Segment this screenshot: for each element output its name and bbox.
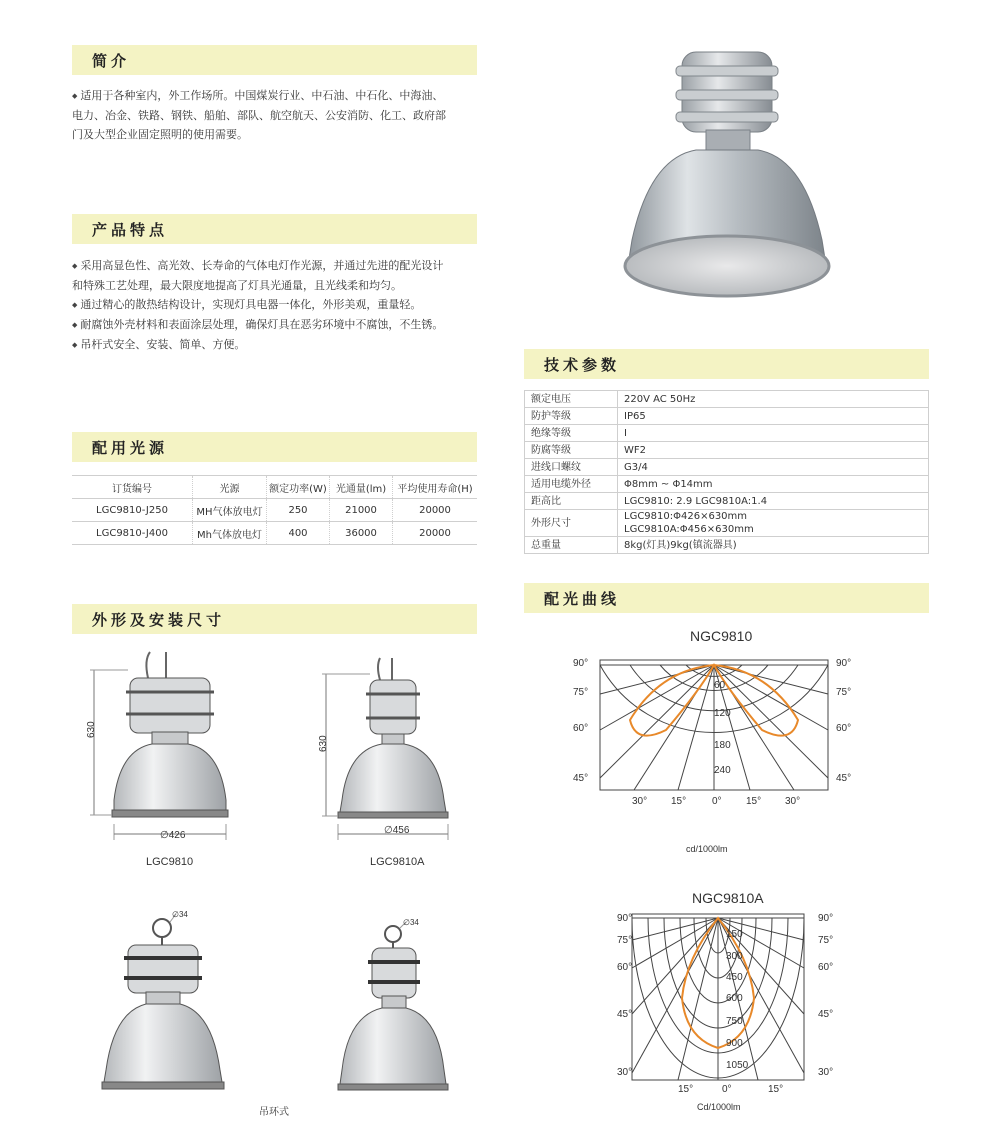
- spec-key: 绝缘等级: [525, 425, 618, 442]
- lamp-drawing-ring-2: [338, 922, 448, 1090]
- ring-label-2: ∅34: [403, 918, 419, 927]
- section-features: 产品特点: [72, 214, 477, 244]
- spec-key: 防腐等级: [525, 442, 618, 459]
- spec-row: [525, 442, 929, 459]
- spec-value: WF2: [618, 442, 929, 459]
- drawing-name-2: LGC9810A: [370, 856, 425, 868]
- curve2-title: NGC9810A: [692, 890, 764, 906]
- table-row: LGC9810-J250 MH气体放电灯 250 21000 20000: [72, 499, 477, 522]
- ring-label-1: ∅34: [172, 910, 188, 919]
- ring-caption: 吊环式: [259, 1107, 289, 1118]
- spec-row: [525, 493, 929, 510]
- spec-row: [525, 391, 929, 408]
- section-intro: 简介: [72, 45, 477, 75]
- curve2-unit: Cd/1000lm: [697, 1102, 741, 1112]
- section-light-source: 配用光源: [72, 432, 477, 462]
- spec-row: [525, 476, 929, 493]
- product-photo: [610, 40, 840, 310]
- section-curve: 配光曲线: [524, 583, 929, 613]
- light-source-table: [72, 475, 477, 545]
- spec-value: LGC9810:Φ426×630mm LGC9810A:Φ456×630mm: [618, 510, 929, 537]
- curve1-unit: cd/1000lm: [686, 844, 728, 854]
- table-row: LGC9810-J400 Mh气体放电灯 400 36000 20000: [72, 522, 477, 545]
- spec-row: [525, 537, 929, 554]
- spec-value: I: [618, 425, 929, 442]
- intro-text: ◆ 适用于各种室内，外工作场所。中国煤炭行业、中石油、中石化、中海油、 电力、冶金、铁路、钢铁、船舶、部队、航空航天、公安消防、化工、政府部 门及大型企业固定照明的使用需要。: [72, 86, 482, 144]
- curve1-chart: [560, 650, 860, 815]
- height-label-1: 630: [86, 721, 97, 738]
- drawing-name-1: LGC9810: [146, 856, 194, 868]
- spec-key: 距高比: [525, 493, 618, 510]
- spec-key: 外形尺寸: [525, 510, 618, 537]
- diameter-label-2: ∅456: [384, 825, 410, 836]
- spec-value: 8kg(灯具)9kg(镇流器具): [618, 537, 929, 554]
- spec-row: [525, 459, 929, 476]
- section-dimensions: 外形及安装尺寸: [72, 604, 477, 634]
- height-label-2: 630: [318, 735, 329, 752]
- dimension-drawings: [80, 650, 490, 1125]
- spec-row: [525, 408, 929, 425]
- curve1-title: NGC9810: [690, 628, 753, 644]
- spec-key: 额定电压: [525, 391, 618, 408]
- spec-value: 220V AC 50Hz: [618, 391, 929, 408]
- spec-value: LGC9810: 2.9 LGC9810A:1.4: [618, 493, 929, 510]
- spec-key: 进线口螺纹: [525, 459, 618, 476]
- spec-table: [524, 390, 929, 554]
- spec-value: IP65: [618, 408, 929, 425]
- lamp-drawing-lgc9810a: [322, 658, 448, 840]
- spec-row: [525, 425, 929, 442]
- lamp-drawing-lgc9810: [90, 652, 228, 840]
- lamp-drawing-ring-1: [102, 914, 224, 1089]
- spec-key: 适用电缆外径: [525, 476, 618, 493]
- spec-key: 总重量: [525, 537, 618, 554]
- features-text: ◆ 采用高显色性、高光效、长寿命的气体电灯作光源，并通过先进的配光设计 和特殊工艺处理，最大限度地提高了灯具光通量，且光线柔和均匀。 ◆ 通过精心的散热结构设计，实现灯具电器一体化，外形美观，重量轻。 ◆ 耐腐蚀外壳材料和表面涂层处理，确保灯具在恶劣环境中不腐蚀，不生锈。 ◆ 吊杆式安全、安装、简单、方便。: [72, 256, 487, 355]
- spec-key: 防护等级: [525, 408, 618, 425]
- section-tech: 技术参数: [524, 349, 929, 379]
- diameter-label-1: ∅426: [160, 830, 186, 841]
- spec-value: G3/4: [618, 459, 929, 476]
- table-header-row: 订货编号 光源 额定功率(W) 光通量(lm) 平均使用寿命(H): [72, 476, 477, 499]
- spec-row: [525, 510, 929, 537]
- spec-value: Φ8mm ~ Φ14mm: [618, 476, 929, 493]
